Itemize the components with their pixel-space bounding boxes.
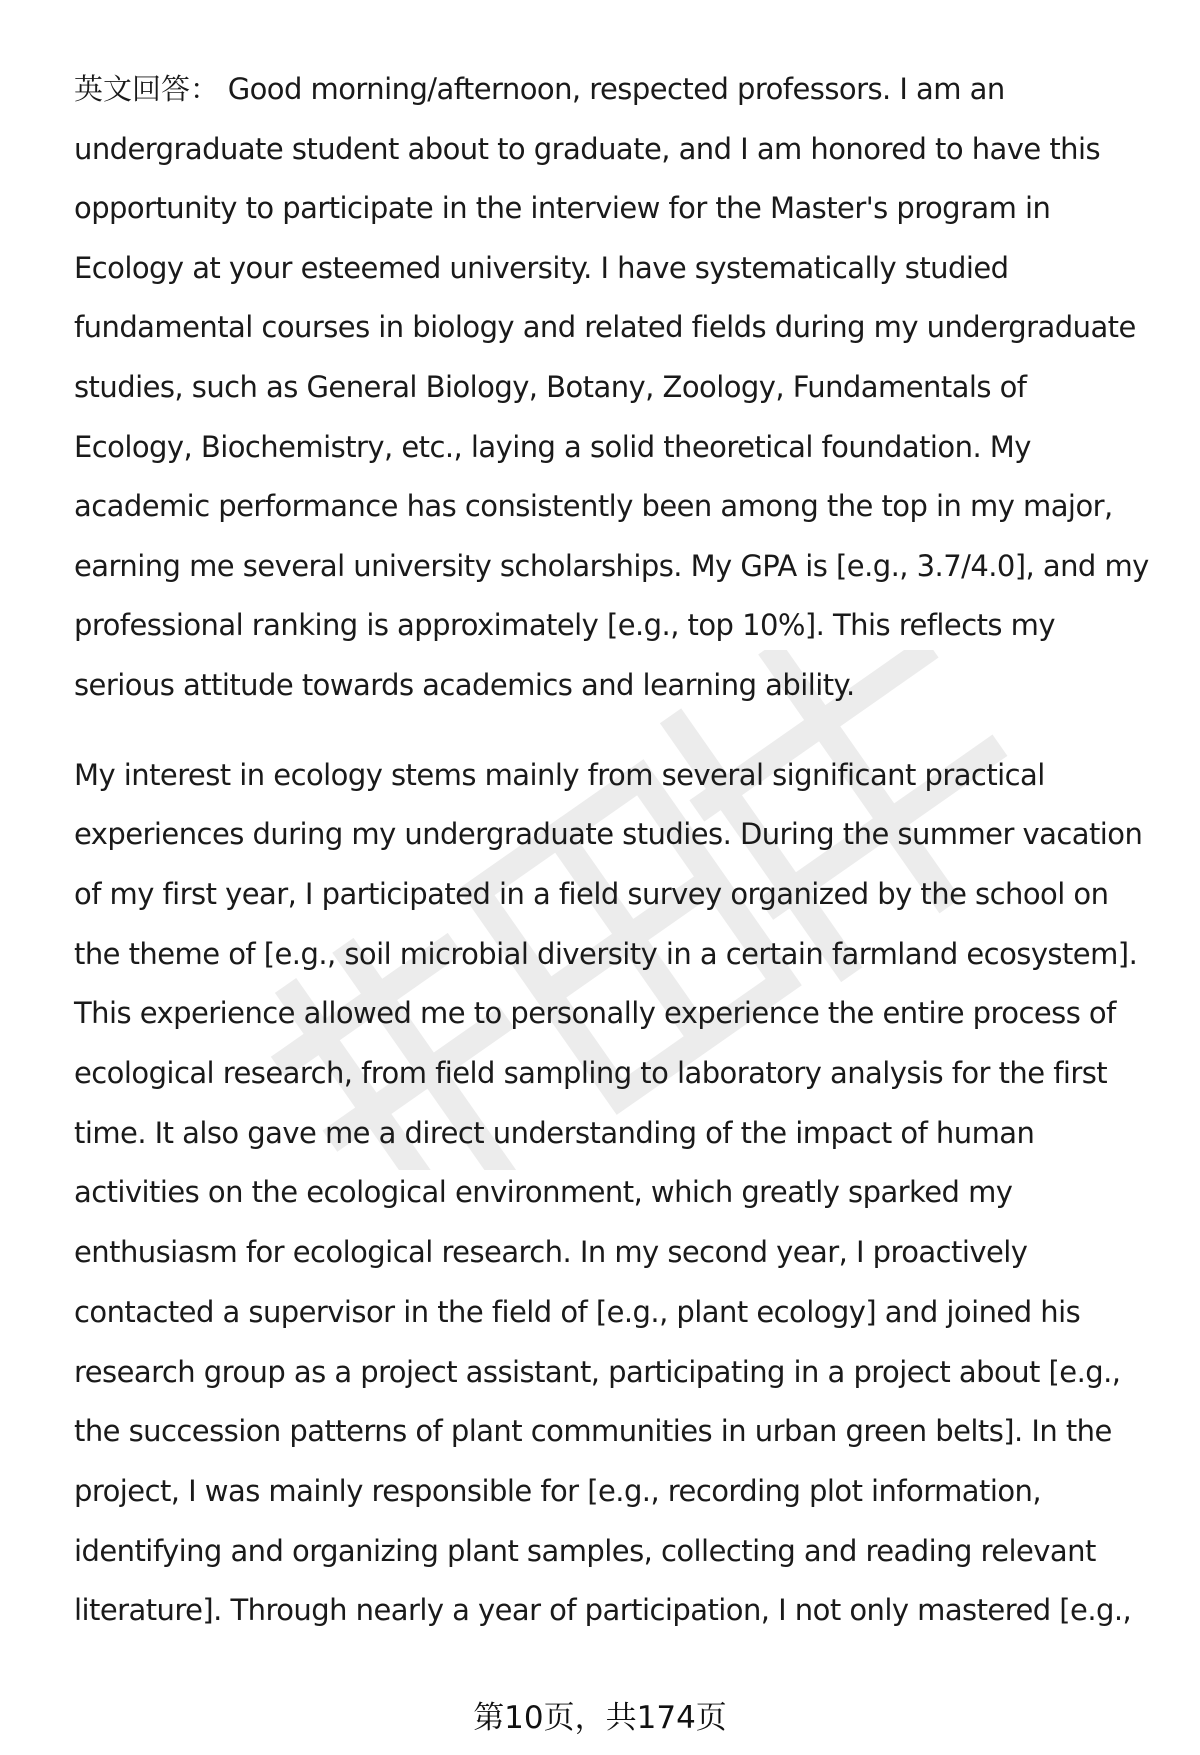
text-line: research group as a project assistant, participating in a project about [e.g., [74, 1354, 1121, 1389]
text-line: contacted a supervisor in the field of [e.g., plant ecology] and joined his [74, 1294, 1081, 1329]
text-line: studies, such as General Biology, Botany, Zoology, Fundamentals of [74, 369, 1027, 404]
text-line-content: Good morning/afternoon, respected professors. I am an [227, 72, 1005, 106]
text-line: fundamental courses in biology and related fields during my undergraduate [74, 310, 1136, 345]
answer-label: 英文回答： [74, 72, 220, 106]
paragraph-1 [74, 60, 1154, 716]
text-line: serious attitude towards academics and learning ability. [74, 667, 855, 702]
text-line: earning me several university scholarships. My GPA is [e.g., 3.7/4.0], and my [74, 548, 1149, 583]
text-line: time. It also gave me a direct understanding of the impact of human [74, 1115, 1035, 1150]
answer-content [74, 60, 1154, 1641]
text-line: opportunity to participate in the interview for the Master's program in [74, 191, 1051, 226]
text-line [74, 60, 1154, 120]
paragraph-2 [74, 746, 1154, 1642]
text-line: academic performance has consistently been among the top in my major, [74, 489, 1113, 524]
text-line: professional ranking is approximately [e.g., top 10%]. This reflects my [74, 608, 1055, 643]
text-line: Ecology, Biochemistry, etc., laying a solid theoretical foundation. My [74, 429, 1031, 464]
text-line: activities on the ecological environment, which greatly sparked my [74, 1175, 1013, 1210]
text-line: Ecology at your esteemed university. I have systematically studied [74, 250, 1009, 285]
text-line: of my first year, I participated in a field survey organized by the school on [74, 876, 1109, 911]
text-line: undergraduate student about to graduate, and I am honored to have this [74, 131, 1101, 166]
page-number: 第10页，共174页 [473, 1700, 727, 1736]
text-line: enthusiasm for ecological research. In my second year, I proactively [74, 1235, 1028, 1270]
text-line: the succession patterns of plant communities in urban green belts]. In the [74, 1414, 1112, 1449]
text-line: My interest in ecology stems mainly from several significant practical [74, 757, 1045, 792]
text-line: experiences during my undergraduate studies. During the summer vacation [74, 817, 1143, 852]
text-line: identifying and organizing plant samples, collecting and reading relevant [74, 1533, 1096, 1568]
text-line: the theme of [e.g., soil microbial diversity in a certain farmland ecosystem]. [74, 936, 1138, 971]
text-line: ecological research, from field sampling to laboratory analysis for the first [74, 1056, 1108, 1091]
text-line: This experience allowed me to personally experience the entire process of [74, 996, 1116, 1031]
text-line: literature]. Through nearly a year of participation, I not only mastered [e.g., [74, 1593, 1132, 1628]
text-line: project, I was mainly responsible for [e.g., recording plot information, [74, 1473, 1042, 1508]
